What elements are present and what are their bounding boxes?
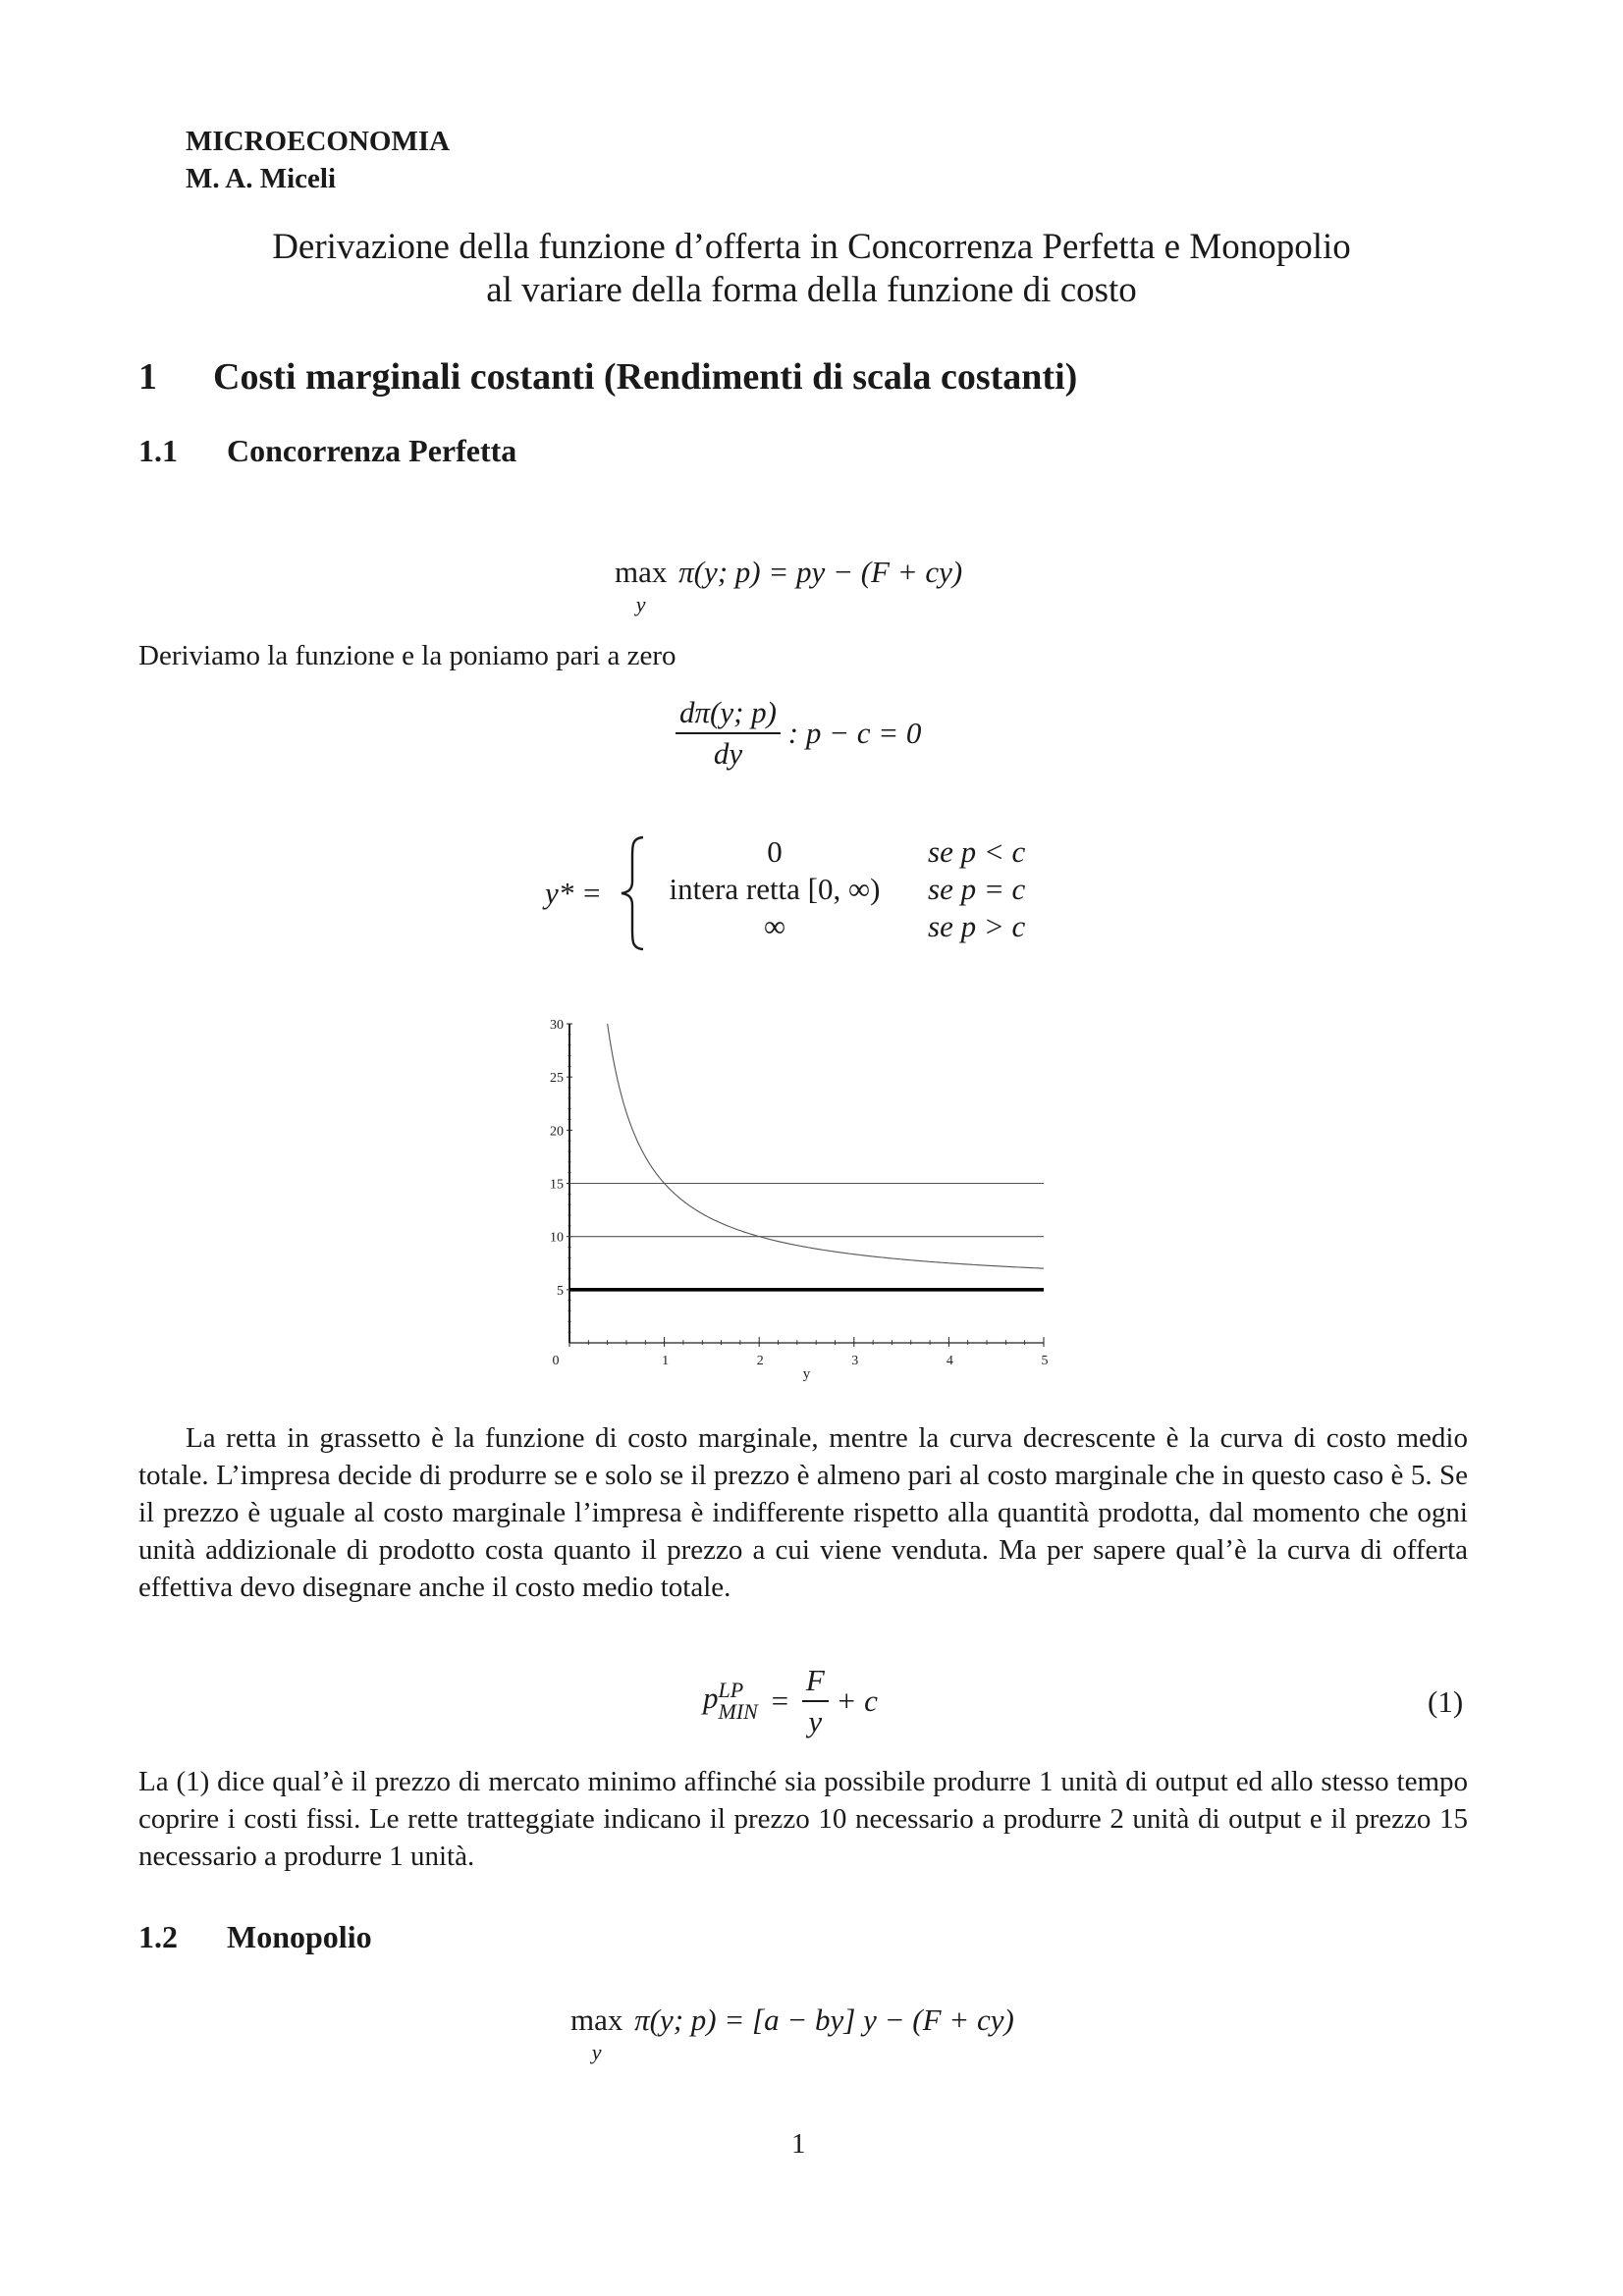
y-tick-label: 5: [557, 1283, 564, 1299]
derivative-fraction: [676, 695, 781, 772]
derivative-denominator: dy: [713, 736, 743, 771]
profit-max-equation: [615, 555, 963, 619]
derivative-numerator: dπ(y; p): [676, 695, 781, 734]
eq1-numerator: F: [802, 1663, 829, 1702]
left-brace-icon: [618, 834, 647, 952]
subsection-number: 1.2: [138, 1919, 178, 1954]
derivation-text: Deriviamo la funzione e la poniamo pari a zero: [138, 640, 676, 671]
cost-curves-chart: [530, 1001, 1060, 1384]
y-tick-label: 20: [550, 1124, 564, 1140]
x-tick-label: 5: [1041, 1354, 1049, 1368]
case-value-1: intera retta [0, ∞): [669, 872, 881, 906]
min-price-equation: [703, 1663, 878, 1739]
section-title: Costi marginali costanti (Rendimenti di scala costanti): [213, 356, 1078, 398]
eq1-subscript: MIN: [718, 1699, 758, 1724]
case-value-0: 0: [767, 834, 783, 869]
case-cond-0: se p < c: [928, 834, 1026, 869]
eq1-rest: + c: [836, 1683, 878, 1718]
case-cond-1: se p = c: [928, 872, 1026, 906]
y-tick-label: 25: [550, 1071, 564, 1087]
first-order-condition: [676, 695, 921, 772]
eq1-equals: =: [771, 1683, 789, 1718]
page-title: [147, 226, 1476, 312]
x-tick-label: 1: [662, 1354, 670, 1368]
x-tick-label: 0: [552, 1354, 560, 1368]
monopoly-profit-function: π(y; p) = [a − by] y − (F + cy): [634, 2002, 1014, 2037]
author: M. A. Miceli: [186, 163, 337, 194]
foc-rest: : p − c = 0: [787, 716, 922, 750]
profit-function: π(y; p) = py − (F + cy): [678, 555, 963, 589]
section-heading: [138, 355, 1077, 399]
x-tick-label: 3: [851, 1354, 859, 1368]
max-operator: max: [615, 555, 668, 589]
eq1-denominator: y: [808, 1704, 823, 1738]
monopoly-profit-equation: [570, 2002, 1014, 2067]
x-axis-label: y: [802, 1366, 811, 1382]
case-value-2: ∞: [763, 909, 786, 943]
x-tick-label: 4: [946, 1354, 953, 1368]
eq1-superscript: LP: [718, 1678, 744, 1702]
paragraph-cost-explanation: La retta in grassetto è la funzione di costo marginale, mentre la curva decrescente è la curva di costo medio totale. L’impresa decide di produrre se e solo se il prezzo è almeno pari al costo marginale che in questo caso è 5. Se il prezzo è uguale al costo marginale l’impresa è indifferente rispetto alla quantità prodotta, dal momento che ogni unità addizionale di prodotto costa quanto il prezzo a cui viene venduta. Ma per sapere qual’è la curva di offerta effettiva devo disegnare anche il costo medio totale.: [138, 1422, 1468, 1603]
subsection-heading: [138, 433, 516, 469]
title-line-2: al variare della forma della funzione di costo: [486, 270, 1137, 310]
title-line-1: Derivazione della funzione d’offerta in Concorrenza Perfetta e Monopolio: [272, 227, 1351, 267]
max-variable: y: [635, 592, 646, 616]
paragraph-min-price: La (1) dice qual’è il prezzo di mercato minimo affinché sia possibile produrre 1 unità di output ed allo stesso tempo coprire i costi fissi. Le rette tratteggiate indicano il prezzo 10 necessario a produrre 2 unità di output e il prezzo 15 necessario a produrre 1 unità.: [138, 1766, 1468, 1872]
course-name: MICROECONOMIA: [186, 126, 451, 157]
y-tick-label: 15: [550, 1177, 564, 1193]
y-tick-label: 30: [550, 1018, 564, 1033]
equation-number: (1): [1428, 1684, 1464, 1719]
average-cost-curve: [602, 1001, 1044, 1268]
subsection-heading-monopoly: [138, 1919, 372, 1955]
x-tick-label: 2: [756, 1354, 764, 1368]
subsection-number: 1.1: [138, 433, 178, 468]
ystar-lhs: y* =: [545, 876, 602, 910]
subsection-title: Concorrenza Perfetta: [227, 433, 517, 468]
max-variable: y: [591, 2040, 602, 2064]
optimal-output-cases: [545, 834, 1075, 952]
eq1-fraction: [802, 1663, 829, 1739]
y-tick-label: 10: [550, 1230, 564, 1246]
max-operator: max: [570, 2002, 623, 2037]
subsection-title: Monopolio: [227, 1919, 372, 1954]
page-number: 1: [791, 2128, 806, 2160]
eq1-base: p: [703, 1681, 719, 1716]
section-number: 1: [138, 356, 157, 398]
case-cond-2: se p > c: [928, 909, 1026, 943]
